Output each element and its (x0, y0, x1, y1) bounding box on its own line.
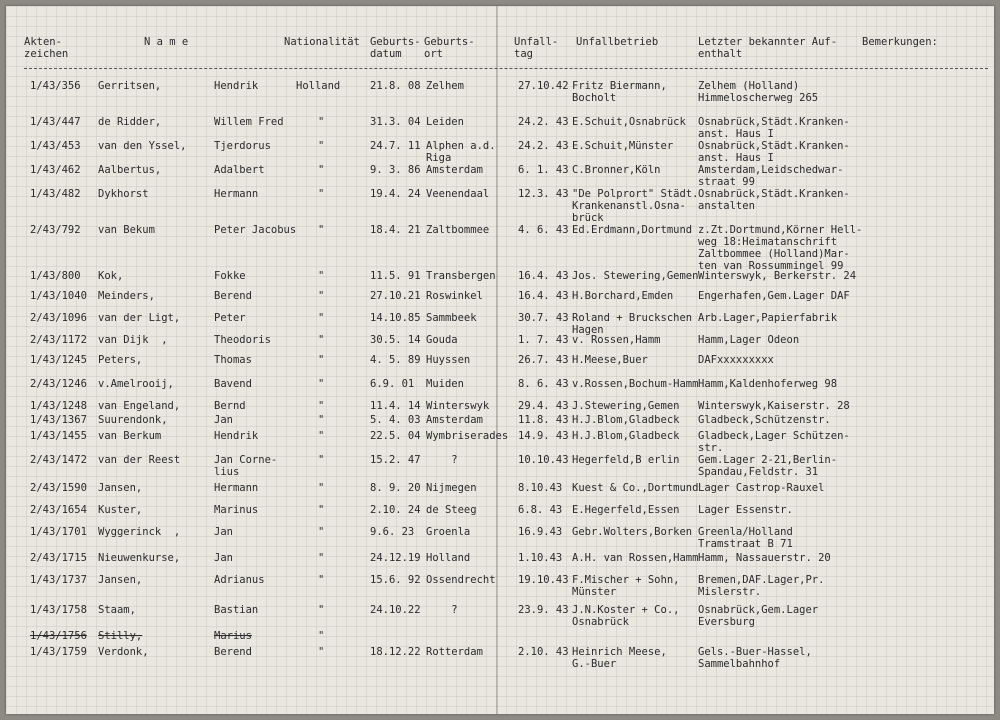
cell-nationality: " (318, 354, 325, 366)
cell-aktenzeichen: 1/43/1701 (30, 526, 87, 538)
cell-surname: Kuster, (98, 504, 143, 516)
cell-aktenzeichen: 1/43/1737 (30, 574, 87, 586)
cell-residence: Gem.Lager 2-21,Berlin- Spandau,Feldstr. 31 (698, 454, 838, 478)
cell-firstname: Jan (214, 414, 233, 426)
cell-birthplace: ? (426, 604, 458, 616)
cell-accident-date: 24.2. 43 (518, 140, 569, 152)
cell-aktenzeichen: 1/43/356 (30, 80, 81, 92)
header-rule (24, 68, 988, 69)
cell-company: Roland + Bruckschen Hagen (572, 312, 693, 336)
cell-birthdate: 18.4. 21 (370, 224, 421, 236)
document-sheet (6, 6, 994, 714)
cell-birthdate: 15.6. 92 (370, 574, 421, 586)
cell-nationality: Holland (296, 80, 341, 92)
cell-firstname: Hermann (214, 482, 259, 494)
cell-birthplace: Amsterdam (426, 164, 483, 176)
cell-firstname: Willem Fred (214, 116, 284, 128)
cell-aktenzeichen: 1/43/447 (30, 116, 81, 128)
cell-accident-date: 23.9. 43 (518, 604, 569, 616)
cell-aktenzeichen: 2/43/1472 (30, 454, 87, 466)
cell-birthdate: 11.4. 14 (370, 400, 421, 412)
cell-birthplace: Transbergen (426, 270, 496, 282)
cell-company: Heinrich Meese, G.-Buer (572, 646, 667, 670)
cell-firstname: Peter (214, 312, 246, 324)
cell-residence: Winterswyk, Berkerstr. 24 (698, 270, 857, 282)
cell-nationality: " (318, 604, 325, 616)
header-akten: Akten- zeichen (24, 36, 69, 60)
cell-nationality: " (318, 504, 325, 516)
cell-nationality: " (318, 378, 325, 390)
cell-accident-date: 16.9.43 (518, 526, 563, 538)
cell-birthdate: 11.5. 91 (370, 270, 421, 282)
cell-birthplace: Ossendrecht (426, 574, 496, 586)
cell-birthplace: ? (426, 454, 458, 466)
cell-birthdate: 24.7. 11 (370, 140, 421, 152)
cell-nationality: " (318, 646, 325, 658)
cell-company: Gebr.Wolters,Borken (572, 526, 693, 538)
cell-nationality: " (318, 574, 325, 586)
cell-firstname: Tjerdorus (214, 140, 271, 152)
cell-firstname: Marius (214, 630, 252, 642)
cell-birthdate: 5. 4. 03 (370, 414, 421, 426)
cell-birthdate: 9.6. 23 (370, 526, 415, 538)
cell-company: Fritz Biermann, Bocholt (572, 80, 667, 104)
cell-firstname: Hendrik (214, 430, 259, 442)
cell-firstname: Bernd (214, 400, 246, 412)
cell-accident-date: 30.7. 43 (518, 312, 569, 324)
cell-aktenzeichen: 1/43/1759 (30, 646, 87, 658)
header-aufenthalt: Letzter bekannter Auf- enthalt (698, 36, 838, 60)
cell-nationality: " (318, 454, 325, 466)
cell-surname: van den Yssel, (98, 140, 187, 152)
cell-surname: Aalbertus, (98, 164, 162, 176)
cell-accident-date: 16.4. 43 (518, 290, 569, 302)
cell-birthplace: Amsterdam (426, 414, 483, 426)
cell-firstname: Jan Corne- lius (214, 454, 278, 478)
cell-firstname: Jan (214, 526, 233, 538)
cell-accident-date: 2.10. 43 (518, 646, 569, 658)
cell-nationality: " (318, 312, 325, 324)
cell-residence: Arb.Lager,Papierfabrik (698, 312, 838, 324)
cell-aktenzeichen: 1/43/1455 (30, 430, 87, 442)
cell-surname: van Berkum (98, 430, 162, 442)
cell-residence: Gels.-Buer-Hassel, Sammelbahnhof (698, 646, 812, 670)
cell-residence: Hamm,Lager Odeon (698, 334, 800, 346)
cell-nationality: " (318, 164, 325, 176)
cell-birthdate: 24.12.19 (370, 552, 421, 564)
cell-aktenzeichen: 2/43/1172 (30, 334, 87, 346)
cell-nationality: " (318, 290, 325, 302)
cell-company: v.Rossen,Bochum-Hamm (572, 378, 699, 390)
cell-company: E.Hegerfeld,Essen (572, 504, 680, 516)
cell-nationality: " (318, 188, 325, 200)
cell-nationality: " (318, 400, 325, 412)
cell-surname: Staam, (98, 604, 136, 616)
cell-aktenzeichen: 1/43/453 (30, 140, 81, 152)
cell-nationality: " (318, 334, 325, 346)
cell-residence: Gladbeck,Lager Schützen- str. (698, 430, 850, 454)
cell-aktenzeichen: 1/43/462 (30, 164, 81, 176)
page-fold (496, 6, 498, 714)
cell-firstname: Thomas (214, 354, 252, 366)
cell-accident-date: 19.10.43 (518, 574, 569, 586)
cell-company: H.J.Blom,Gladbeck (572, 430, 680, 442)
cell-accident-date: 29.4. 43 (518, 400, 569, 412)
cell-residence: Lager Essenstr. (698, 504, 793, 516)
cell-company: Ed.Erdmann,Dortmund (572, 224, 693, 236)
cell-surname: v.Amelrooij, (98, 378, 174, 390)
cell-birthplace: Holland (426, 552, 471, 564)
cell-aktenzeichen: 2/43/1096 (30, 312, 87, 324)
cell-birthplace: Leiden (426, 116, 464, 128)
cell-birthplace: Huyssen (426, 354, 471, 366)
cell-birthdate: 4. 5. 89 (370, 354, 421, 366)
cell-accident-date: 1. 7. 43 (518, 334, 569, 346)
cell-residence: DAFxxxxxxxxx (698, 354, 774, 366)
cell-nationality: " (318, 630, 325, 642)
cell-birthplace: Rotterdam (426, 646, 483, 658)
cell-company: Kuest & Co.,Dortmund (572, 482, 699, 494)
cell-accident-date: 16.4. 43 (518, 270, 569, 282)
cell-surname: Jansen, (98, 482, 143, 494)
cell-residence: Osnabrück,Städt.Kranken- anst. Haus I (698, 140, 850, 164)
cell-firstname: Hendrik (214, 80, 259, 92)
cell-residence: Hamm,Kaldenhoferweg 98 (698, 378, 838, 390)
cell-residence: Zelhem (Holland) Himmeloscherweg 265 (698, 80, 819, 104)
cell-residence: Osnabrück,Städt.Kranken- anstalten (698, 188, 850, 212)
cell-company: C.Bronner,Köln (572, 164, 661, 176)
cell-nationality: " (318, 430, 325, 442)
cell-accident-date: 12.3. 43 (518, 188, 569, 200)
cell-accident-date: 4. 6. 43 (518, 224, 569, 236)
cell-residence: Winterswyk,Kaiserstr. 28 (698, 400, 850, 412)
cell-accident-date: 6. 1. 43 (518, 164, 569, 176)
cell-birthdate: 18.12.22 (370, 646, 421, 658)
cell-firstname: Fokke (214, 270, 246, 282)
cell-firstname: Marinus (214, 504, 259, 516)
cell-birthplace: Wymbriserades (426, 430, 509, 442)
cell-birthdate: 21.8. 08 (370, 80, 421, 92)
cell-company: E.Schuit,Osnabrück (572, 116, 686, 128)
cell-aktenzeichen: 2/43/1246 (30, 378, 87, 390)
cell-residence: Engerhafen,Gem.Lager DAF (698, 290, 850, 302)
cell-birthdate: 14.10.85 (370, 312, 421, 324)
cell-birthplace: Gouda (426, 334, 458, 346)
cell-birthdate: 24.10.22 (370, 604, 421, 616)
cell-birthplace: Nijmegen (426, 482, 477, 494)
cell-residence: z.Zt.Dortmund,Körner Hell- weg 18:Heimatanschrift Zaltbommee (Holland)Mar- ten van Rossummingel 99 (698, 224, 863, 272)
cell-firstname: Adrianus (214, 574, 265, 586)
cell-residence: Bremen,DAF.Lager,Pr. Mislerstr. (698, 574, 825, 598)
cell-accident-date: 14.9. 43 (518, 430, 569, 442)
cell-surname: van der Reest (98, 454, 181, 466)
cell-company: H.Borchard,Emden (572, 290, 674, 302)
cell-company: E.Schuit,Münster (572, 140, 674, 152)
cell-surname: Verdonk, (98, 646, 149, 658)
cell-nationality: " (318, 414, 325, 426)
cell-aktenzeichen: 1/43/1245 (30, 354, 87, 366)
cell-surname: Peters, (98, 354, 143, 366)
cell-company: H.J.Blom,Gladbeck (572, 414, 680, 426)
cell-firstname: Theodoris (214, 334, 271, 346)
cell-aktenzeichen: 1/43/1040 (30, 290, 87, 302)
cell-birthplace: Groenla (426, 526, 471, 538)
cell-surname: Stilly, (98, 630, 143, 642)
cell-company: A.H. van Rossen,Hamm (572, 552, 699, 564)
header-bemerkungen: Bemerkungen: (862, 36, 938, 48)
cell-nationality: " (318, 224, 325, 236)
cell-aktenzeichen: 1/43/1248 (30, 400, 87, 412)
cell-nationality: " (318, 140, 325, 152)
cell-firstname: Adalbert (214, 164, 265, 176)
cell-company: "De Polprort" Städt. Krankenanstl.Osna- brück (572, 188, 699, 224)
cell-birthplace: Veenendaal (426, 188, 490, 200)
cell-firstname: Bastian (214, 604, 259, 616)
cell-company: J.Stewering,Gemen (572, 400, 680, 412)
cell-surname: de Ridder, (98, 116, 162, 128)
header-geburtsort: Geburts- ort (424, 36, 475, 60)
cell-surname: Kok, (98, 270, 124, 282)
cell-surname: Gerritsen, (98, 80, 162, 92)
cell-surname: van Engeland, (98, 400, 181, 412)
cell-nationality: " (318, 552, 325, 564)
cell-surname: Nieuwenkurse, (98, 552, 181, 564)
cell-residence: Greenla/Holland Tramstraat B 71 (698, 526, 793, 550)
cell-aktenzeichen: 1/43/800 (30, 270, 81, 282)
header-unfalltag: Unfall- tag (514, 36, 559, 60)
cell-accident-date: 26.7. 43 (518, 354, 569, 366)
cell-surname: Wyggerinck , (98, 526, 181, 538)
cell-residence: Hamm, Nassauerstr. 20 (698, 552, 831, 564)
header-unfallbetrieb: Unfallbetrieb (576, 36, 659, 48)
cell-birthplace: Zelhem (426, 80, 464, 92)
cell-nationality: " (318, 482, 325, 494)
cell-birthplace: Zaltbommee (426, 224, 490, 236)
cell-birthdate: 2.10. 24 (370, 504, 421, 516)
cell-surname: van der Ligt, (98, 312, 181, 324)
cell-company: H.Meese,Buer (572, 354, 648, 366)
cell-residence: Osnabrück,Städt.Kranken- anst. Haus I (698, 116, 850, 140)
cell-aktenzeichen: 1/43/482 (30, 188, 81, 200)
cell-birthplace: Winterswyk (426, 400, 490, 412)
cell-birthplace: Roswinkel (426, 290, 483, 302)
cell-aktenzeichen: 1/43/1367 (30, 414, 87, 426)
cell-firstname: Hermann (214, 188, 259, 200)
cell-surname: Jansen, (98, 574, 143, 586)
cell-aktenzeichen: 2/43/1590 (30, 482, 87, 494)
cell-birthplace: de Steeg (426, 504, 477, 516)
header-geburtsdatum: Geburts- datum (370, 36, 421, 60)
cell-birthdate: 22.5. 04 (370, 430, 421, 442)
cell-birthplace: Sammbeek (426, 312, 477, 324)
cell-birthdate: 31.3. 04 (370, 116, 421, 128)
cell-nationality: " (318, 116, 325, 128)
cell-accident-date: 1.10.43 (518, 552, 563, 564)
cell-company: Jos. Stewering,Gemen (572, 270, 699, 282)
cell-firstname: Jan (214, 552, 233, 564)
cell-accident-date: 6.8. 43 (518, 504, 563, 516)
cell-surname: Dykhorst (98, 188, 149, 200)
cell-aktenzeichen: 1/43/1756 (30, 630, 87, 642)
cell-birthdate: 15.2. 47 (370, 454, 421, 466)
cell-surname: Suurendonk, (98, 414, 168, 426)
cell-birthplace: Alphen a.d. Riga (426, 140, 496, 164)
cell-accident-date: 8.10.43 (518, 482, 563, 494)
cell-birthdate: 27.10.21 (370, 290, 421, 302)
cell-residence: Amsterdam,Leidschedwar- straat 99 (698, 164, 844, 188)
cell-company: Hegerfeld,B erlin (572, 454, 680, 466)
cell-birthdate: 19.4. 24 (370, 188, 421, 200)
cell-birthdate: 6.9. 01 (370, 378, 415, 390)
cell-aktenzeichen: 2/43/1715 (30, 552, 87, 564)
cell-residence: Gladbeck,Schützenstr. (698, 414, 831, 426)
header-nationalitaet: Nationalität (284, 36, 360, 48)
cell-surname: Meinders, (98, 290, 155, 302)
cell-accident-date: 27.10.42 (518, 80, 569, 92)
header-name: N a m e (144, 36, 189, 48)
cell-surname: van Bekum (98, 224, 155, 236)
cell-nationality: " (318, 526, 325, 538)
cell-aktenzeichen: 1/43/1758 (30, 604, 87, 616)
cell-surname: van Dijk , (98, 334, 168, 346)
cell-birthdate: 30.5. 14 (370, 334, 421, 346)
cell-company: J.N.Koster + Co., Osnabrück (572, 604, 680, 628)
cell-residence: Lager Castrop-Rauxel (698, 482, 825, 494)
cell-company: v. Rossen,Hamm (572, 334, 661, 346)
cell-accident-date: 24.2. 43 (518, 116, 569, 128)
cell-firstname: Berend (214, 290, 252, 302)
cell-aktenzeichen: 2/43/1654 (30, 504, 87, 516)
cell-accident-date: 10.10.43 (518, 454, 569, 466)
cell-company: F.Mischer + Sohn, Münster (572, 574, 680, 598)
cell-firstname: Peter Jacobus (214, 224, 297, 236)
cell-nationality: " (318, 270, 325, 282)
cell-aktenzeichen: 2/43/792 (30, 224, 81, 236)
cell-birthplace: Muiden (426, 378, 464, 390)
cell-accident-date: 8. 6. 43 (518, 378, 569, 390)
cell-firstname: Bavend (214, 378, 252, 390)
cell-birthdate: 9. 3. 86 (370, 164, 421, 176)
cell-firstname: Berend (214, 646, 252, 658)
cell-residence: Osnabrück,Gem.Lager Eversburg (698, 604, 819, 628)
cell-accident-date: 11.8. 43 (518, 414, 569, 426)
cell-birthdate: 8. 9. 20 (370, 482, 421, 494)
